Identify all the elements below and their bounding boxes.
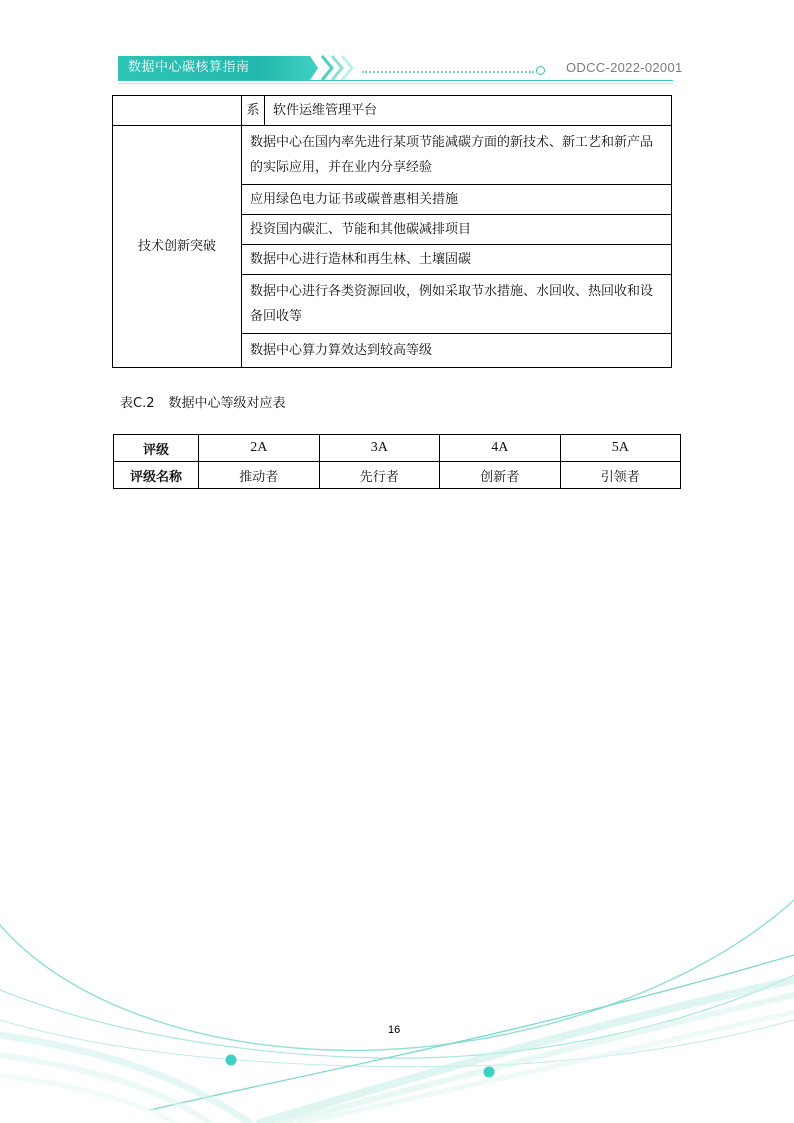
row-header: 评级名称 — [114, 462, 199, 489]
caption-label: 表C.2 — [120, 396, 155, 411]
table-cell: 创新者 — [440, 462, 561, 489]
decoration-dot — [484, 1067, 495, 1078]
document-title: 数据中心碳核算指南 — [128, 60, 250, 75]
rating-table — [113, 434, 681, 489]
table-cell-item: 数据中心算力算效达到较高等级 — [242, 334, 672, 368]
table-cell-char: 系 — [242, 96, 265, 126]
document-code: ODCC-2022-02001 — [566, 60, 683, 75]
header-ring-icon — [536, 66, 545, 75]
row-header: 评级 — [114, 435, 199, 462]
table-cell-item: 数据中心进行造林和再生林、土壤固碳 — [242, 245, 672, 275]
table-cell-text: 软件运维管理平台 — [265, 96, 672, 126]
footer-wave-decoration — [0, 860, 794, 1123]
decoration-dot — [226, 1055, 237, 1066]
table-row — [114, 462, 681, 489]
table-cell: 3A — [319, 435, 440, 462]
table-cell: 引领者 — [560, 462, 681, 489]
category-cell: 技术创新突破 — [113, 126, 242, 368]
header-rule — [118, 80, 673, 81]
header-rule-light — [118, 83, 673, 84]
table-cell-item: 数据中心进行各类资源回收，例如采取节水措施、水回收、热回收和设备回收等 — [242, 275, 672, 334]
table-cell: 5A — [560, 435, 681, 462]
chevron-decoration-icon — [318, 54, 362, 82]
table-row — [113, 126, 672, 185]
table-cell: 先行者 — [319, 462, 440, 489]
header-dotted-line — [362, 71, 534, 73]
table-cell: 推动者 — [199, 462, 320, 489]
table-row — [113, 96, 672, 126]
table-cell-item: 应用绿色电力证书或碳普惠相关措施 — [242, 185, 672, 215]
table-cell-item: 投资国内碳汇、节能和其他碳减排项目 — [242, 215, 672, 245]
caption-text: 数据中心等级对应表 — [168, 396, 286, 411]
criteria-table — [112, 95, 672, 368]
table-cell-empty — [113, 96, 242, 126]
table-cell: 4A — [440, 435, 561, 462]
table-cell: 2A — [199, 435, 320, 462]
table-cell-item: 数据中心在国内率先进行某项节能减碳方面的新技术、新工艺和新产品的实际应用，并在业内分享经验 — [242, 126, 672, 185]
page-number: 16 — [388, 1024, 401, 1036]
table-row — [114, 435, 681, 462]
table-caption — [120, 392, 286, 411]
